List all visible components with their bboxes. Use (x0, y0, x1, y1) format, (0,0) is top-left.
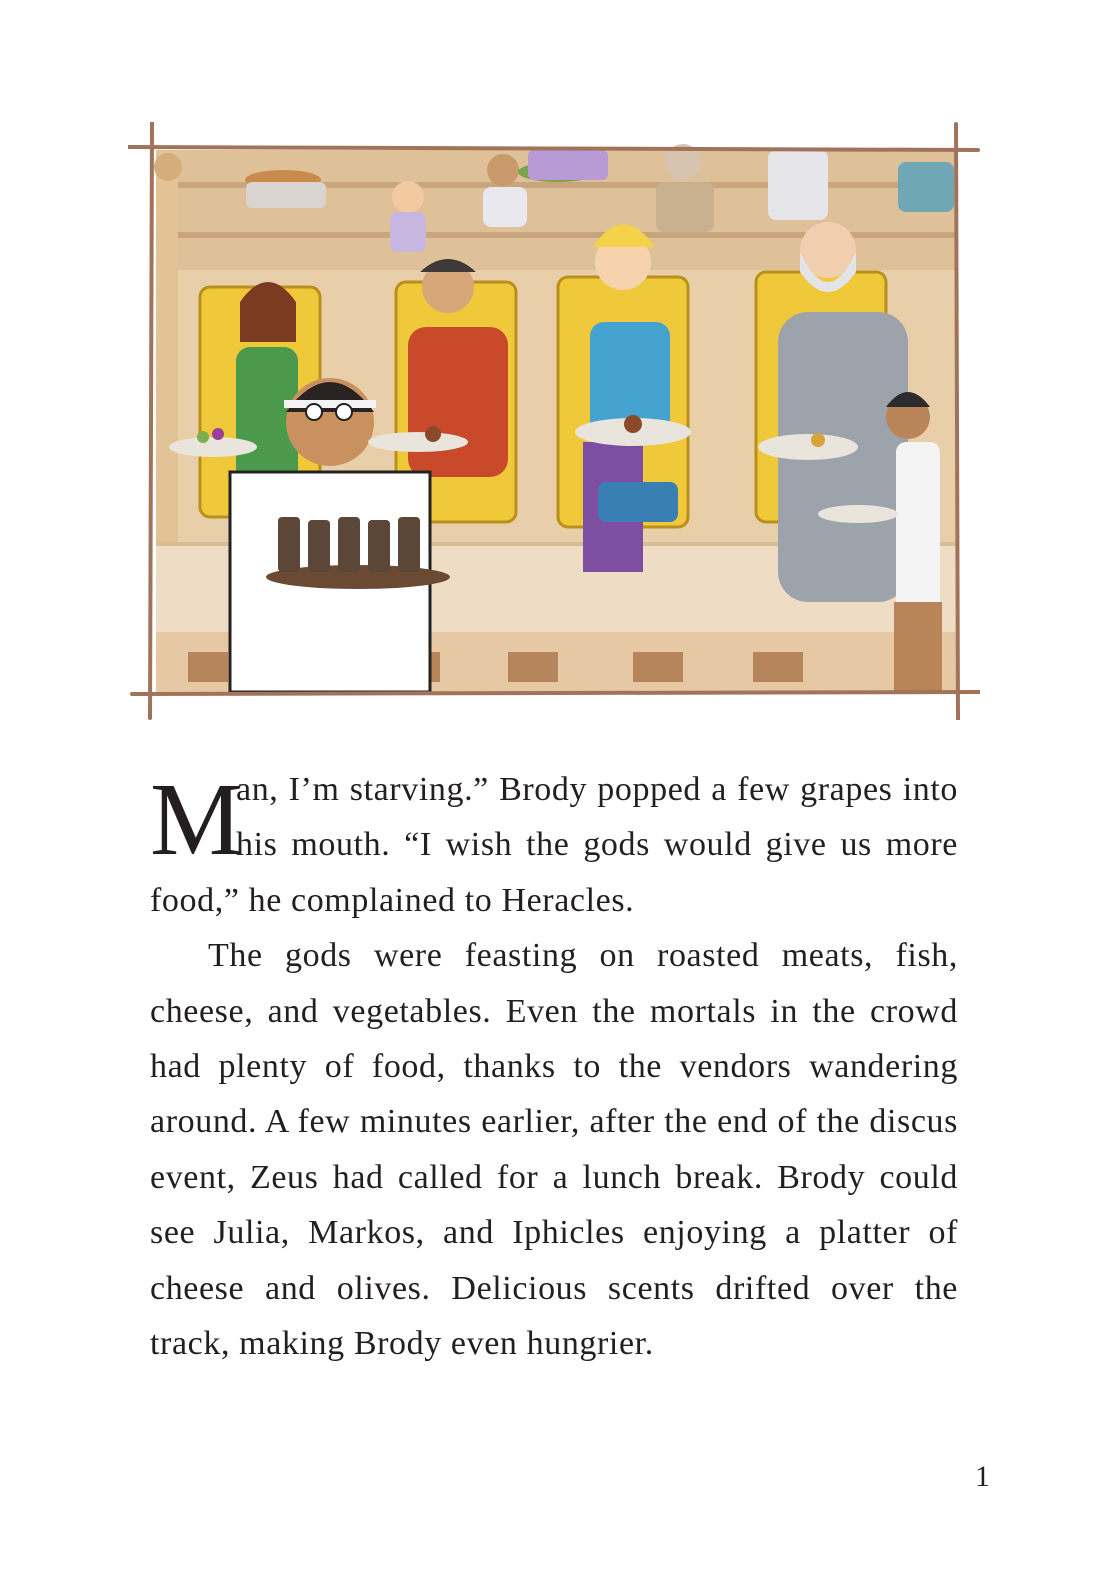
drop-cap: M (150, 762, 244, 877)
feast-illustration (128, 122, 980, 720)
paragraph-1-text: an, I’m starving.” Brody popped a few grapes into his mouth. “I wish the gods would give us more food,” he complained to Heracles. (150, 771, 958, 919)
page-number: 1 (975, 1460, 990, 1493)
paragraph-2: The gods were feasting on roasted meats, fish, cheese, and vegetables. Even the mortals in the crowd had plenty of food, thanks to the vendors wandering around. A few minutes earlier, after the end of the discus event, Zeus had called for a lunch break. Brody could see Julia, Markos, and Iphicles enjoying a platter of cheese and olives. Delicious scents drifted over the track, making Brody even hungrier. (150, 937, 958, 1363)
paragraph-1 (150, 762, 958, 928)
story-text (150, 762, 958, 1371)
